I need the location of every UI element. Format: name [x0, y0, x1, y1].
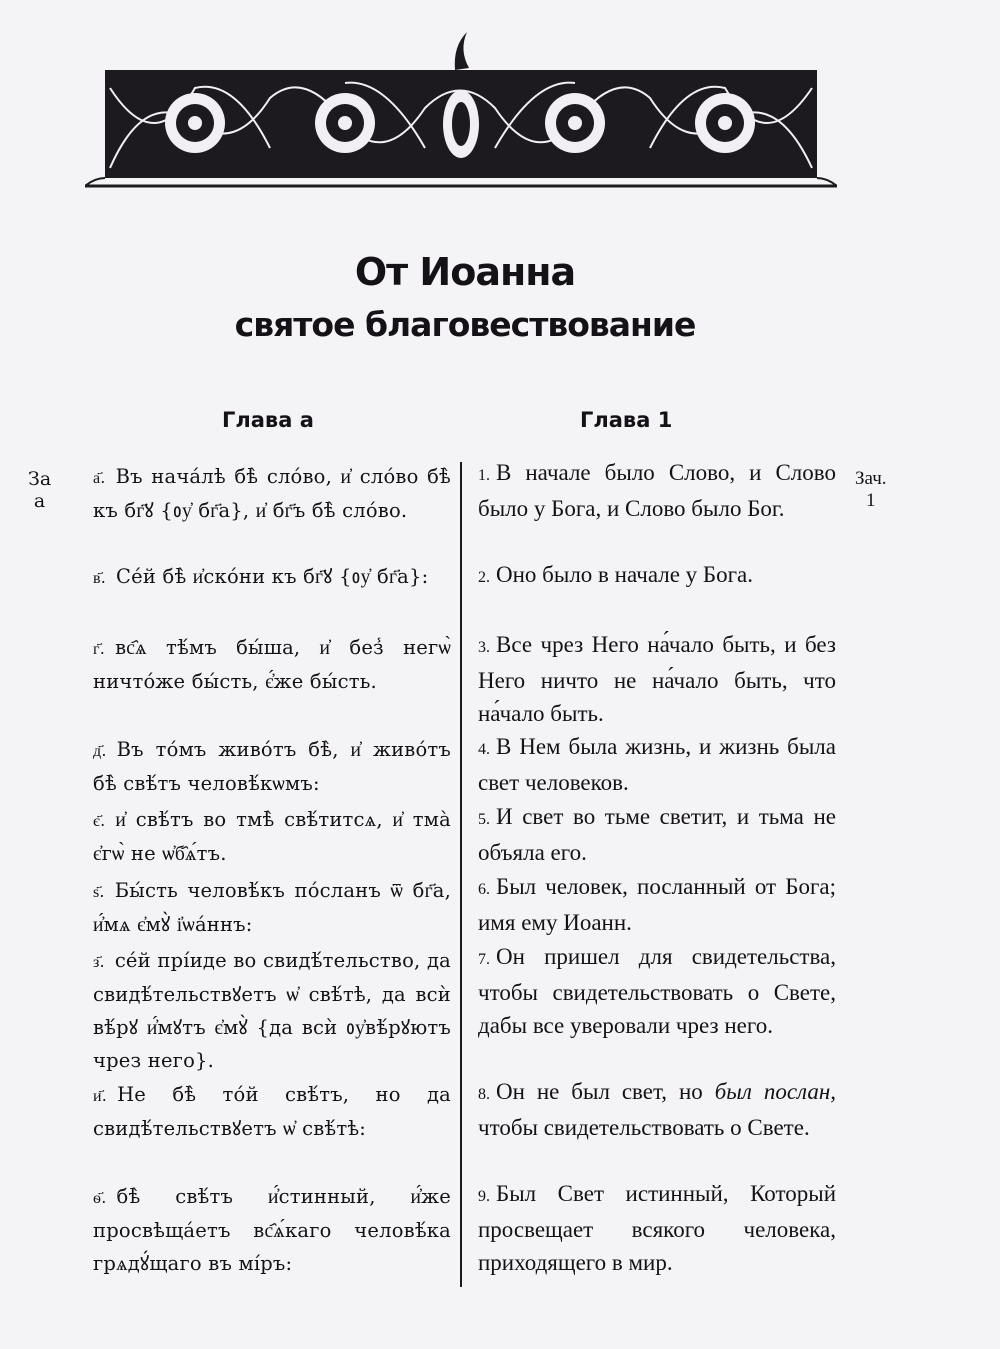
russian-verse-5: [478, 800, 836, 869]
verse-text: чтобы свидетельствовать о Свете.: [478, 1115, 810, 1140]
russian-verse-1: [478, 456, 836, 525]
margin-note-left-top: За: [28, 468, 52, 490]
verse-number: в҃.: [93, 568, 107, 587]
verse-italic-text: был послан,: [714, 1079, 836, 1104]
verse-number: з҃.: [93, 952, 105, 971]
verse-number: 1.: [478, 467, 490, 484]
verse-number: ѕ҃.: [93, 882, 105, 901]
verse-number: 7.: [478, 951, 490, 968]
verse-text: се́й прі́иде во свидѣ́тельство, да свидѣ́тельствꙋетъ ѡ҆ свѣ́тѣ, да всѝ вѣ́рꙋ и҆́мꙋтъ є҆мꙋ̀ {да всѝ ᲂу҆вѣ́рꙋютъ чрез него}.: [93, 949, 451, 1072]
verse-text: Все чрез Него на́чало быть, и без Него ничто не на́чало быть, что на́чало быть.: [478, 632, 836, 726]
russian-verse-9: [478, 1177, 836, 1279]
slavonic-verse-4: [93, 733, 451, 800]
verse-text: бѣ̀ свѣ́тъ и҆́стинный, и҆́же просвѣща́етъ вс҄ѧ́каго человѣ́ка грѧдꙋ́щаго въ мі́ръ:: [93, 1185, 451, 1275]
verse-number: є҃.: [93, 811, 106, 830]
margin-note-right: [855, 468, 887, 512]
ornamental-headpiece: [85, 28, 837, 188]
verse-text: И свет во тьме светит, и тьма не объяла его.: [478, 804, 836, 865]
verse-number: 5.: [478, 811, 490, 828]
slavonic-verse-9: [93, 1180, 451, 1280]
verse-text: и҆ свѣ́тъ во тмѣ̀ свѣ́титсѧ, и҆ тма̀ є҆гѡ̀ не ѡ҆б҄ѧ́тъ.: [93, 808, 451, 865]
verse-text: Был Свет истинный, Который просвещает всякого человека, приходящего в мир.: [478, 1181, 836, 1275]
verse-text: Оно было в начале у Бога.: [496, 562, 754, 587]
verse-text: Он пришел для свидетельства, чтобы свидетельствовать о Свете, дабы все уверовали чрез него.: [478, 944, 836, 1038]
page-title: От Иоанна: [354, 250, 576, 294]
column-divider: [460, 462, 462, 1287]
verse-text: Въ то́мъ живо́тъ бѣ̀, и҆ живо́тъ бѣ̀ свѣ́тъ человѣ́кѡмъ:: [93, 738, 451, 795]
verse-number: а҃.: [93, 468, 106, 487]
chapter-heading-russian: Глава 1: [580, 408, 673, 432]
margin-note-right-bottom: 1: [866, 490, 876, 511]
margin-note-left: [28, 468, 51, 512]
verse-number: и҃.: [93, 1086, 108, 1105]
slavonic-verse-3: [93, 631, 451, 698]
verse-text: В начале было Слово, и Слово было у Бога, и Слово было Бог.: [478, 460, 836, 521]
verse-number: 8.: [478, 1086, 490, 1103]
verse-text: Въ нача́лѣ бѣ̀ сло́во, и҆ сло́во бѣ̀ къ бг҃ꙋ {ᲂу҆ бг҃а}, и҆ бг҃ъ бѣ̀ сло́во.: [93, 465, 451, 522]
margin-note-right-top: Зач.: [855, 468, 887, 489]
chapter-heading-slavonic: Глава а: [222, 408, 314, 432]
verse-number: г҃.: [93, 639, 106, 658]
russian-verse-2: [478, 558, 836, 594]
slavonic-verse-7: [93, 944, 451, 1077]
verse-number: 9.: [478, 1188, 490, 1205]
verse-text: Был человек, посланный от Бога; имя ему Иоанн.: [478, 874, 836, 935]
verse-number: 2.: [478, 569, 490, 586]
margin-note-left-bottom: а: [33, 490, 46, 512]
verse-text: вс҄ѧ тѣ́мъ бы́ша, и҆ без̾ негѡ̀ ничто́же бы́сть, є҆́же бы́сть.: [93, 636, 451, 693]
russian-verse-4: [478, 730, 836, 799]
verse-number: д҃.: [93, 741, 107, 760]
slavonic-verse-6: [93, 874, 451, 941]
verse-text: Бы́сть человѣ́къ по́сланъ ѿ бг҃а, и҆́мѧ є҆мꙋ̀ і҆ѡа́ннъ:: [93, 879, 451, 936]
slavonic-verse-1: [93, 460, 451, 527]
russian-verse-3: [478, 628, 836, 730]
verse-text: В Нем была жизнь, и жизнь была свет человеков.: [478, 734, 836, 795]
page-subtitle: святое благовествование: [234, 305, 696, 344]
verse-number: ѳ҃.: [93, 1188, 107, 1207]
verse-text: Он не был свет, но: [496, 1079, 715, 1104]
verse-text: Не бѣ̀ то́й свѣ́тъ, но да свидѣ́тельствꙋетъ ѡ҆ свѣ́тѣ:: [93, 1083, 451, 1140]
slavonic-verse-2: [93, 560, 451, 594]
russian-verse-6: [478, 870, 836, 939]
verse-number: 4.: [478, 741, 490, 758]
russian-verse-8: [478, 1075, 836, 1144]
slavonic-verse-8: [93, 1078, 451, 1145]
slavonic-verse-5: [93, 803, 451, 870]
verse-number: 3.: [478, 639, 490, 656]
verse-number: 6.: [478, 881, 490, 898]
russian-verse-7: [478, 940, 836, 1042]
verse-text: Се́й бѣ̀ и҆ско́ни къ бг҃ꙋ {ᲂу҆ бг҃а}:: [116, 565, 429, 588]
